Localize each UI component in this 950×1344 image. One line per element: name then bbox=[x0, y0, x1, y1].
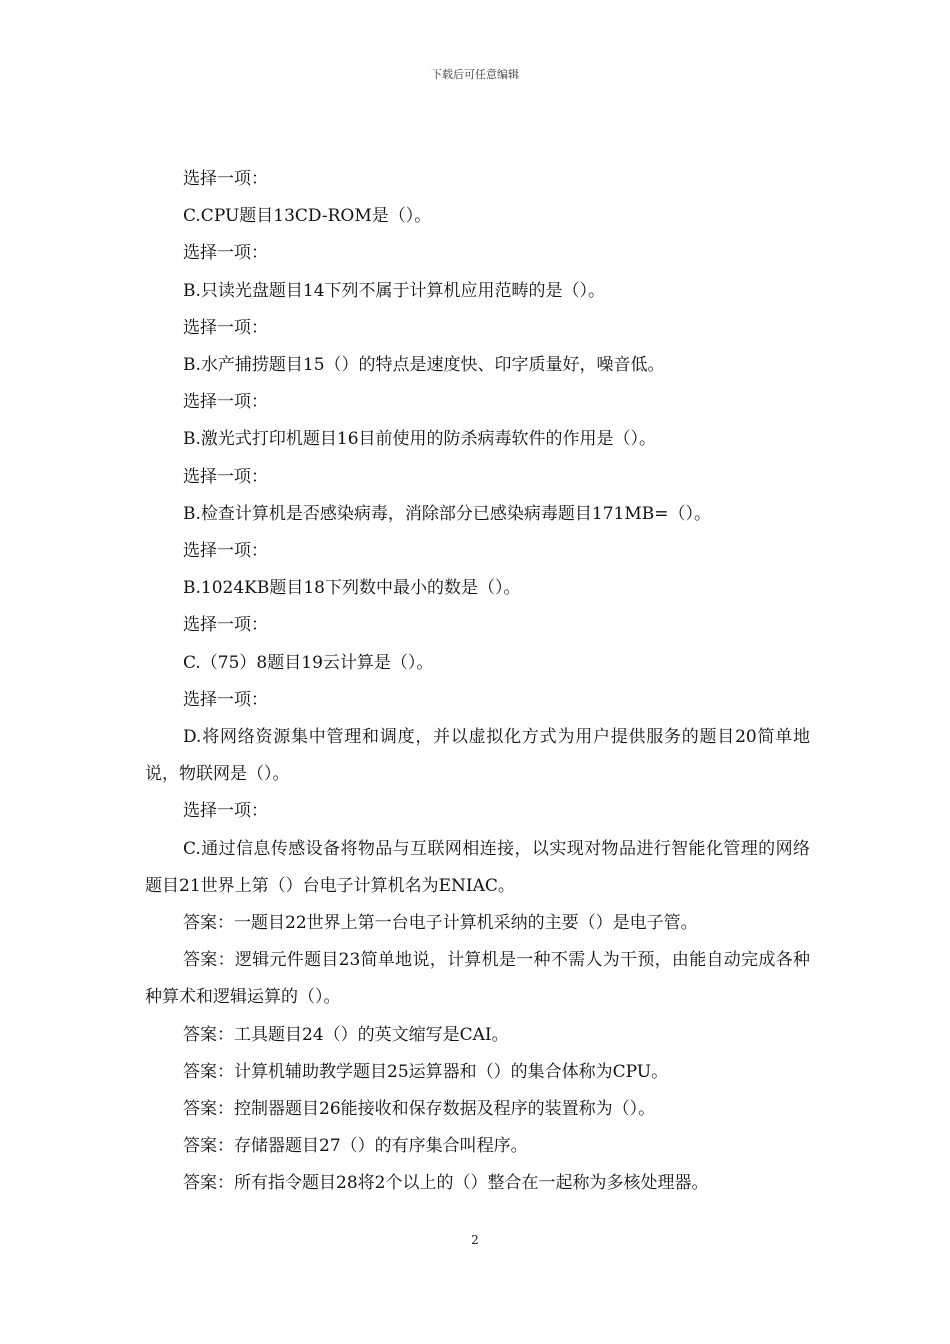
paragraph: 选择一项： bbox=[183, 243, 268, 264]
paragraph: 答案：控制器题目26能接收和保存数据及程序的装置称为（）。 bbox=[183, 1099, 656, 1120]
paragraph: B.激光式打印机题目16目前使用的防杀病毒软件的作用是（）。 bbox=[183, 429, 657, 450]
paragraph: 选择一项： bbox=[183, 615, 268, 636]
paragraph: 选择一项： bbox=[183, 801, 268, 822]
paragraph: 选择一项： bbox=[183, 466, 268, 487]
paragraph: 答案：工具题目24（）的英文缩写是CAI。 bbox=[183, 1024, 509, 1045]
paragraph: B.只读光盘题目14下列不属于计算机应用范畴的是（）。 bbox=[183, 280, 606, 301]
paragraph: 选择一项： bbox=[183, 317, 268, 338]
paragraph: C.（75）8题目19云计算是（）。 bbox=[183, 652, 434, 673]
paragraph: 答案：所有指令题目28将2个以上的（）整合在一起称为多核处理器。 bbox=[183, 1173, 709, 1194]
paragraph: 选择一项： bbox=[183, 689, 268, 710]
paragraph: 答案：计算机辅助教学题目25运算器和（）的集合体称为CPU。 bbox=[183, 1061, 669, 1082]
paragraph: B.检查计算机是否感染病毒，消除部分已感染病毒题目171MB=（）。 bbox=[183, 503, 711, 524]
paragraph: B.1024KB题目18下列数中最小的数是（）。 bbox=[183, 578, 521, 599]
paragraph: 选择一项： bbox=[183, 169, 268, 189]
page-number: 2 bbox=[471, 1233, 479, 1247]
document-body bbox=[145, 161, 810, 1203]
paragraph: 答案：存储器题目27（）的有序集合叫程序。 bbox=[183, 1136, 528, 1157]
paragraph: B.水产捕捞题目15（）的特点是速度快、印字质量好，噪音低。 bbox=[183, 355, 665, 376]
paragraph: 答案：一题目22世界上第一台电子计算机采纳的主要（）是电子管。 bbox=[183, 913, 698, 934]
paragraph: C.CPU题目13CD-ROM是（）。 bbox=[183, 206, 432, 227]
page-header: 下载后可任意编辑 bbox=[431, 68, 519, 81]
paragraph: D.将网络资源集中管理和调度，并以虚拟化方式为用户提供服务的题目20简单地说，物联网是（）。 bbox=[145, 727, 810, 785]
paragraph: 答案：逻辑元件题目23简单地说，计算机是一种不需人为干预，由能自动完成各种种算术和逻辑运算的（）。 bbox=[145, 950, 810, 1008]
paragraph: 选择一项： bbox=[183, 541, 268, 562]
paragraph: 选择一项： bbox=[183, 392, 268, 413]
paragraph: C.通过信息传感设备将物品与互联网相连接，以实现对物品进行智能化管理的网络题目21世界上第（）台电子计算机名为ENIAC。 bbox=[145, 838, 810, 896]
